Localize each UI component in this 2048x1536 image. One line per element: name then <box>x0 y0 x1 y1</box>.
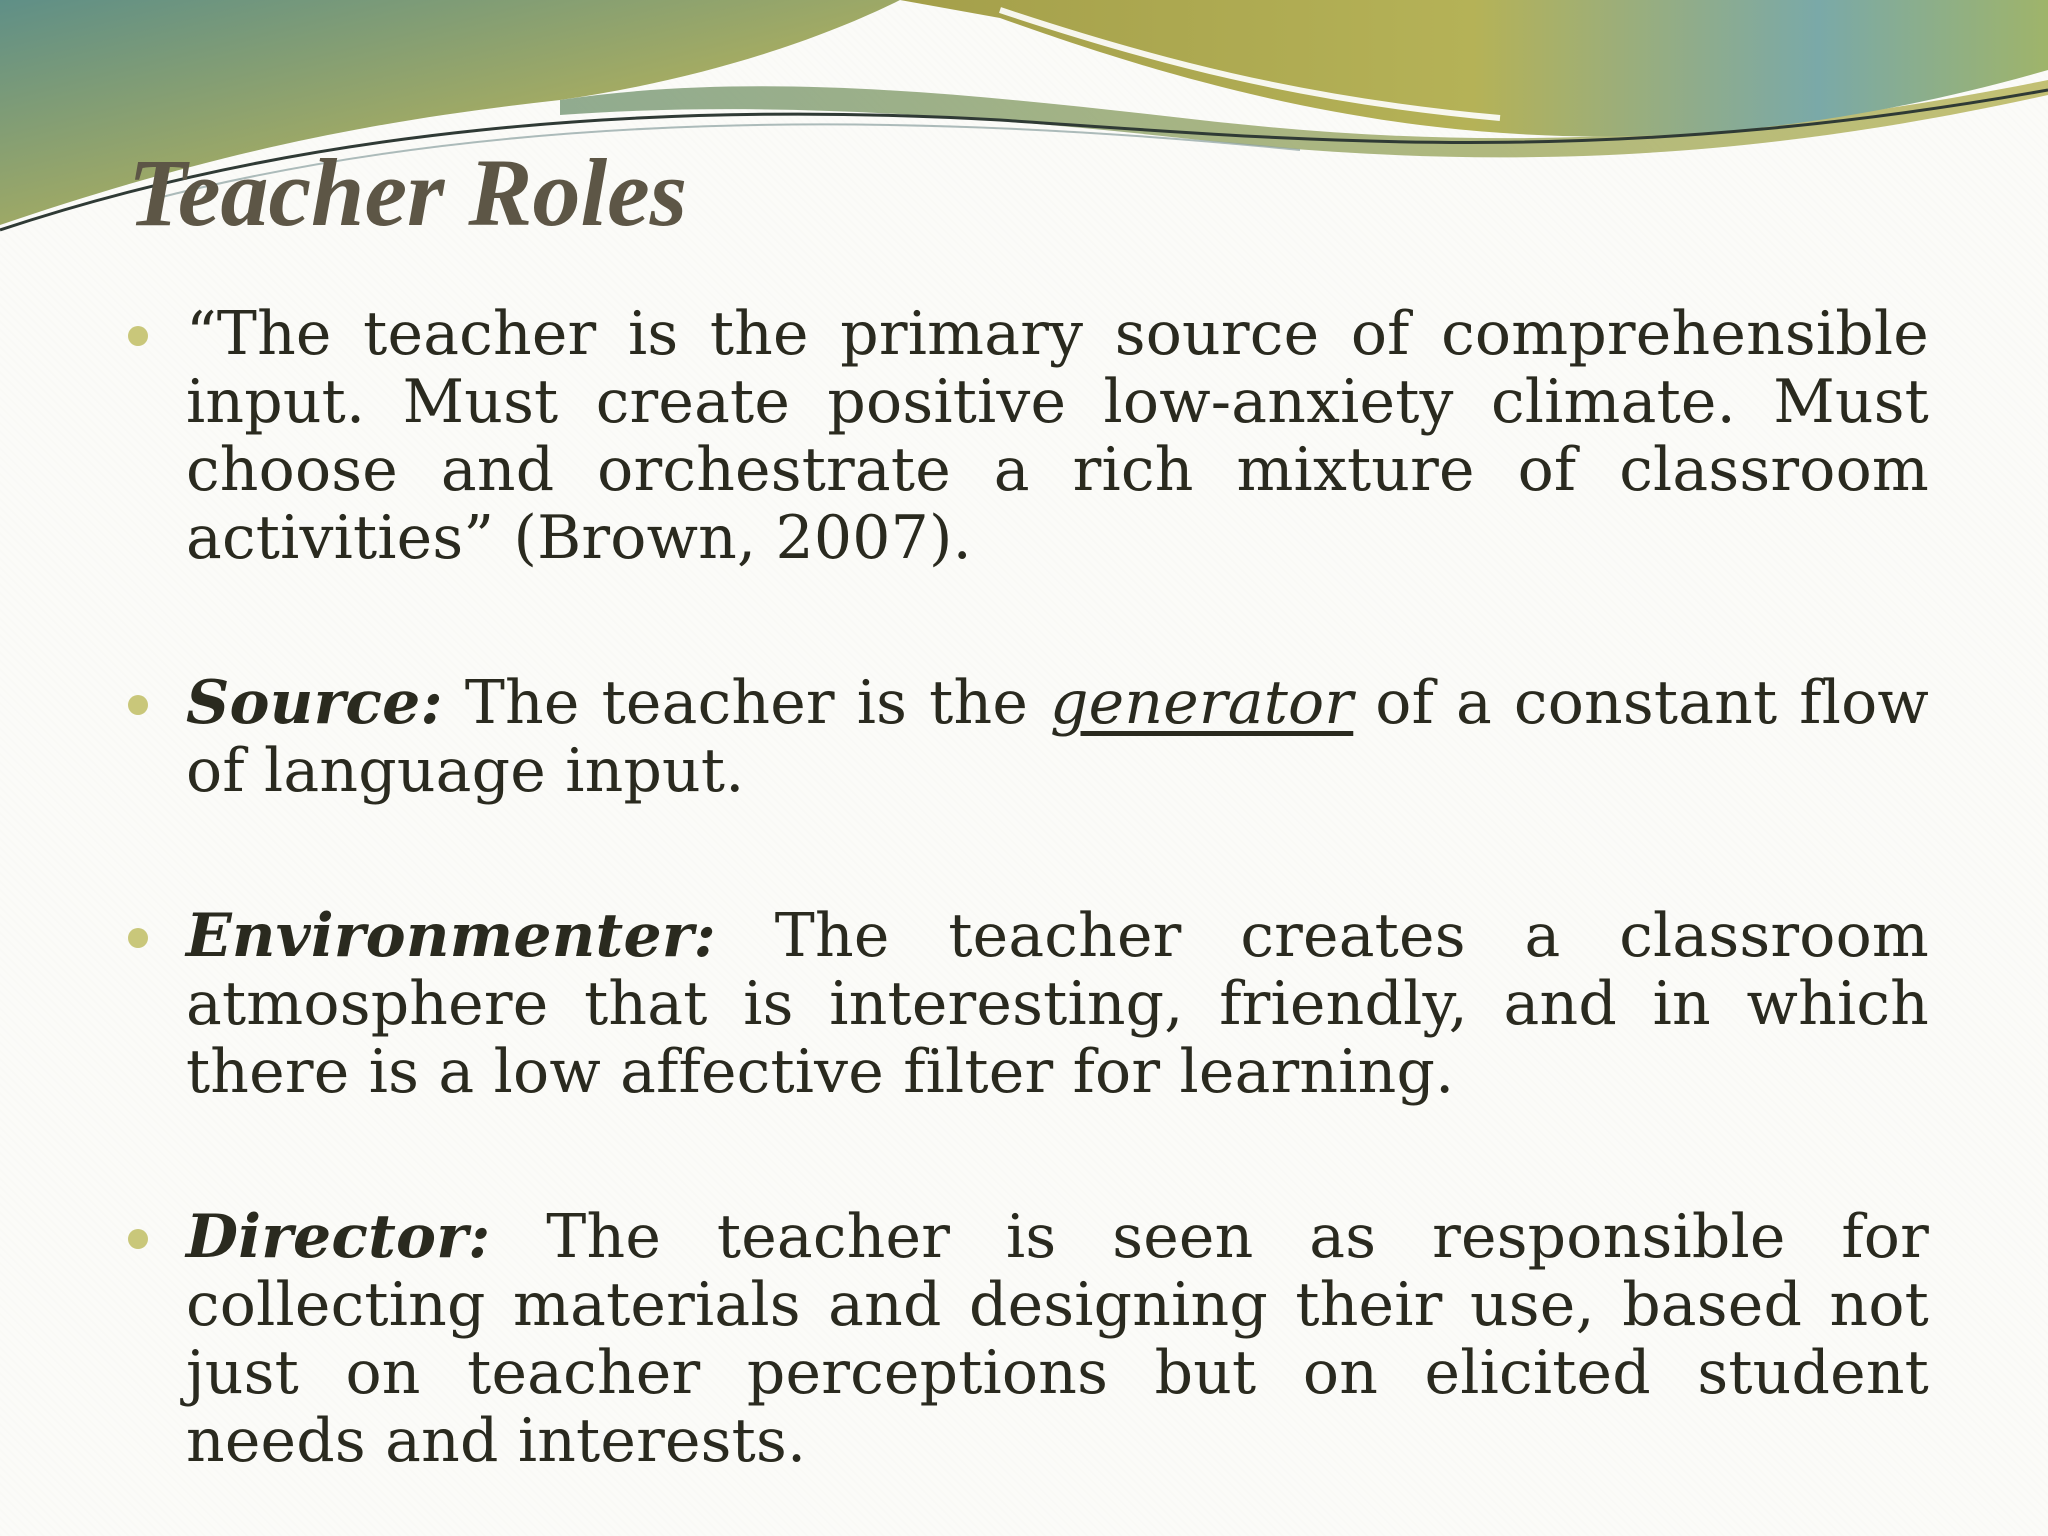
bullet-text-post: of a constant flow of language input. <box>186 668 1929 806</box>
bullet-list <box>124 300 1929 1475</box>
bullet-item-director <box>124 1203 1929 1475</box>
bullet-text-pre: The teacher is the <box>442 668 1051 738</box>
bullet-text: “The teacher is the primary source of comprehensible input. Must create positive low-anxiety climate. Must choose and orchestrate a rich mixture of classroom activities” (Brown, 2007). <box>186 299 1929 573</box>
bullet-text: The teacher is seen as responsible for collecting materials and designing their use, based not just on teacher perceptions but on elicited student needs and interests. <box>186 1202 1929 1476</box>
bullet-item-environmenter <box>124 902 1929 1106</box>
slide-title: Teacher Roles <box>128 139 688 246</box>
bullet-dot-icon <box>128 928 148 948</box>
bullet-term: Source: <box>186 668 443 738</box>
bullet-emphasis: generator <box>1050 668 1354 738</box>
bullet-item-brown-quote <box>124 300 1929 572</box>
bullet-dot-icon <box>128 1229 148 1249</box>
bullet-dot-icon <box>128 695 148 715</box>
bullet-term: Environmenter: <box>186 901 716 971</box>
bullet-term: Director: <box>186 1202 491 1272</box>
bullet-dot-icon <box>128 326 148 346</box>
bullet-item-source <box>124 669 1929 805</box>
bullet-text: The teacher creates a classroom atmosphere that is interesting, friendly, and in which there is a low affective filter for learning. <box>186 901 1929 1107</box>
